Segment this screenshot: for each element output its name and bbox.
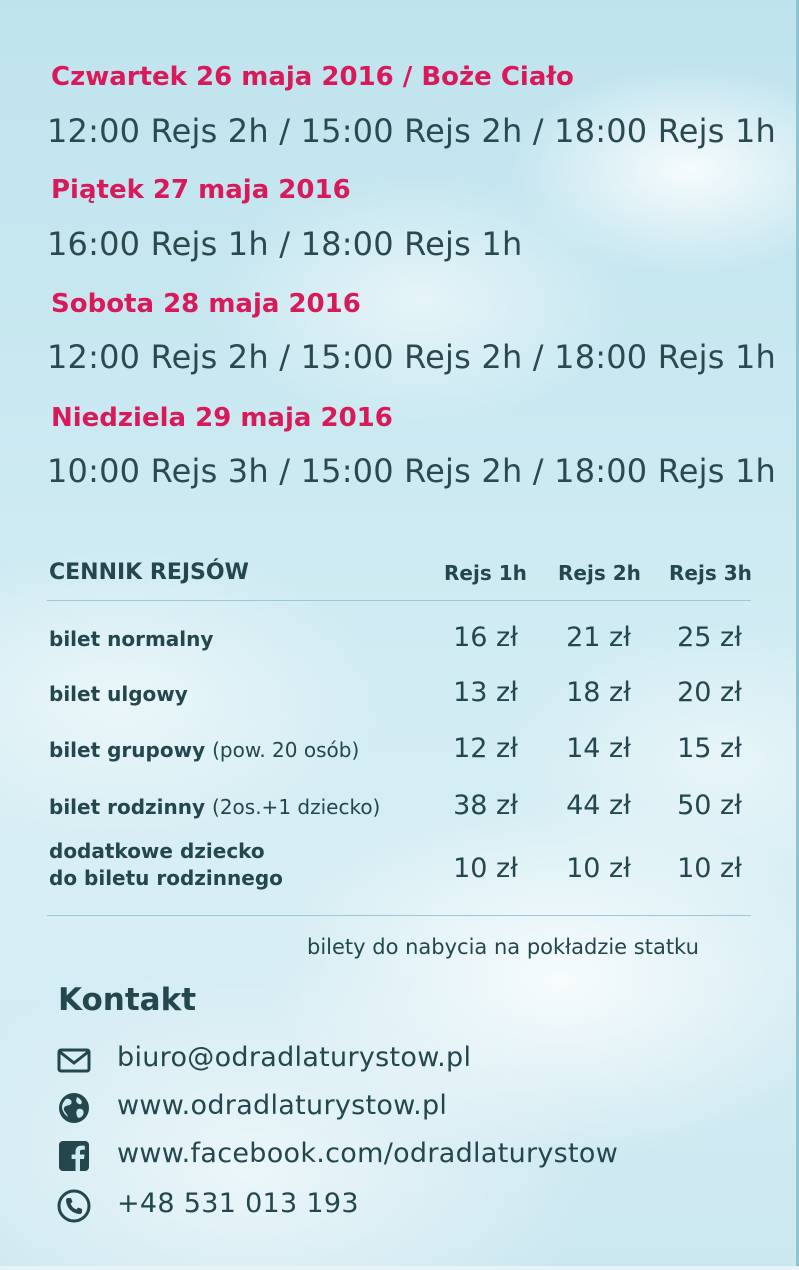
ticket-type-line2: do biletu rodzinnego [49, 866, 283, 890]
price-cell: 12 zł [453, 733, 518, 764]
contact-facebook[interactable]: www.facebook.com/odradlaturystow [117, 1138, 619, 1169]
ticket-type: bilet grupowy [49, 738, 206, 762]
pricing-top-rule [47, 600, 751, 601]
price-cell: 10 zł [677, 853, 742, 884]
facebook-icon [56, 1138, 92, 1174]
contact-website[interactable]: www.odradlaturystow.pl [117, 1090, 448, 1121]
schedule-day-friday: Piątek 27 maja 2016 [51, 175, 351, 205]
ticket-type: dodatkowe dziecko [49, 839, 265, 863]
price-cell: 10 zł [453, 853, 518, 884]
tickets-footnote: bilety do nabycia na pokładzie statku [307, 935, 699, 959]
price-cell: 16 zł [453, 622, 518, 653]
pricing-col-1h: Rejs 1h [444, 561, 527, 585]
price-row-label [49, 794, 380, 821]
price-cell: 20 zł [677, 677, 742, 708]
schedule-times-sunday: 10:00 Rejs 3h / 15:00 Rejs 2h / 18:00 Rejs 1h [47, 452, 776, 490]
price-cell: 14 zł [566, 733, 631, 764]
schedule-times-thursday: 12:00 Rejs 2h / 15:00 Rejs 2h / 18:00 Rejs 1h [47, 112, 776, 150]
price-cell: 44 zł [566, 790, 631, 821]
schedule-day-saturday: Sobota 28 maja 2016 [51, 289, 361, 319]
price-row-label [49, 626, 213, 653]
contact-email[interactable]: biuro@odradlaturystow.pl [117, 1042, 472, 1073]
contact-title: Kontakt [58, 982, 197, 1018]
ticket-note: (pow. 20 osób) [212, 738, 360, 762]
price-cell: 50 zł [677, 790, 742, 821]
mail-icon [56, 1042, 92, 1078]
price-row-label [49, 737, 359, 764]
ticket-type: bilet ulgowy [49, 682, 188, 706]
schedule-day-thursday: Czwartek 26 maja 2016 / Boże Ciało [51, 62, 574, 92]
ticket-type: bilet rodzinny [49, 795, 206, 819]
schedule-times-saturday: 12:00 Rejs 2h / 15:00 Rejs 2h / 18:00 Rejs 1h [47, 338, 776, 376]
pricing-col-3h: Rejs 3h [669, 561, 752, 585]
globe-icon [56, 1090, 92, 1126]
schedule-day-sunday: Niedziela 29 maja 2016 [51, 403, 393, 433]
price-cell: 15 zł [677, 733, 742, 764]
phone-icon [56, 1188, 92, 1224]
price-cell: 25 zł [677, 622, 742, 653]
price-row-label [49, 681, 188, 708]
pricing-col-2h: Rejs 2h [558, 561, 641, 585]
price-cell: 18 zł [566, 677, 631, 708]
ticket-note: (2os.+1 dziecko) [212, 795, 381, 819]
price-row-label [49, 838, 283, 892]
schedule-times-friday: 16:00 Rejs 1h / 18:00 Rejs 1h [47, 225, 523, 263]
price-cell: 13 zł [453, 677, 518, 708]
ticket-type: bilet normalny [49, 627, 214, 651]
pricing-title: CENNIK REJSÓW [49, 560, 249, 585]
bottom-edge-rule [0, 1266, 799, 1270]
contact-phone[interactable]: +48 531 013 193 [117, 1188, 359, 1219]
price-cell: 10 zł [566, 853, 631, 884]
price-cell: 21 zł [566, 622, 631, 653]
pricing-bottom-rule [47, 915, 751, 916]
price-cell: 38 zł [453, 790, 518, 821]
